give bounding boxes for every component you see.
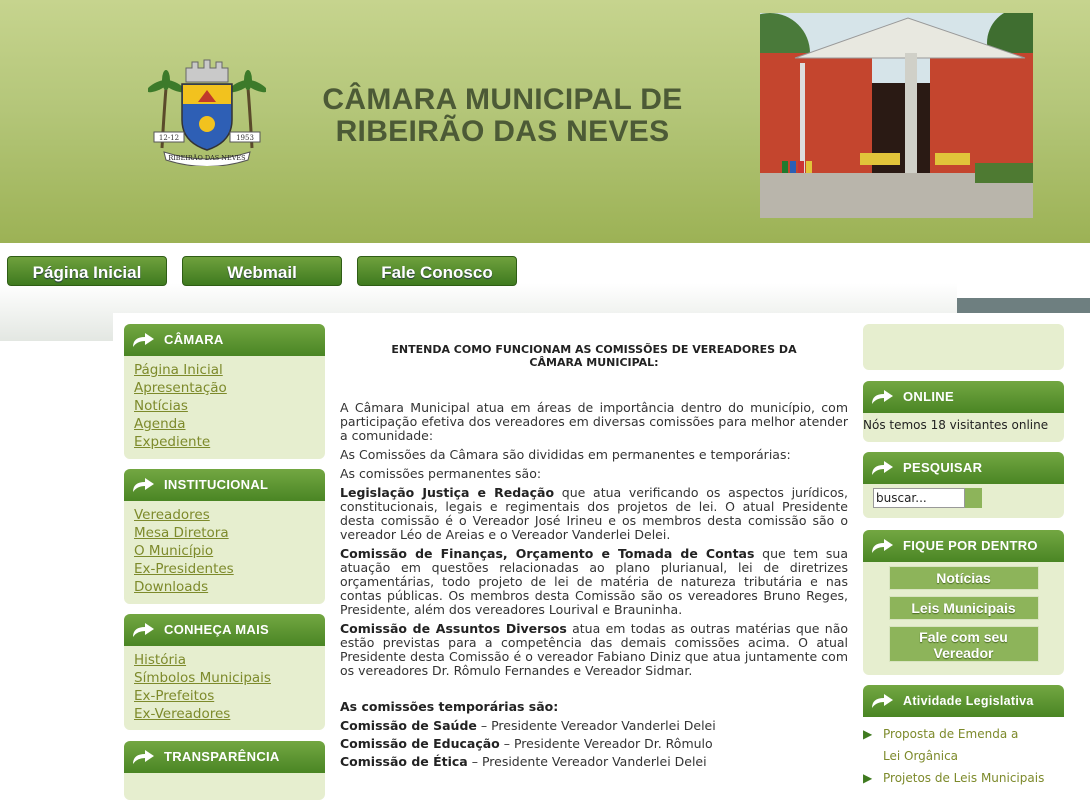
content-heading: ENTENDA COMO FUNCIONAM AS COMISSÕES DE VEREADORES DA CÂMARA MUNICIPAL: [391, 343, 797, 369]
curved-arrow-icon [130, 621, 156, 639]
nav-contact-button[interactable]: Fale Conosco [357, 256, 517, 286]
sidebar-link-ex-prefeitos[interactable]: Ex-Prefeitos [134, 688, 215, 704]
sidebar-title-camara: CÂMARA [164, 332, 224, 347]
noticias-button[interactable]: Notícias [889, 566, 1039, 590]
commission-description: atua em todas as outras matérias que não estão previstas para a competência das demais comissões acima. O atual Presidente desta Comissão é o vereador Fabiano Diniz que atua juntamente com os vereadores Dr. Rômulo Fernandes e Vereador Sidmar. [340, 621, 849, 678]
sidebar-box-transparencia [124, 741, 325, 800]
temporary-commission-saude: Comissão de Saúde – Presidente Vereador Vanderlei Delei [340, 718, 716, 733]
sidebar-title-institucional: INSTITUCIONAL [164, 477, 269, 492]
curved-arrow-icon [869, 537, 895, 555]
sidebar-link-simbolos-municipais[interactable]: Símbolos Municipais [134, 670, 271, 686]
triangle-bullet-icon: ▶ [863, 771, 873, 785]
sidebar-link-agenda[interactable]: Agenda [134, 416, 186, 432]
atividade-link-projetos[interactable]: ▶ Projetos de Leis Municipais [863, 767, 1064, 789]
triangle-bullet-icon: ▶ [863, 727, 873, 741]
commission-description: que tem sua atuação em questões relacionadas ao plano plurianual, lei de diretrizes orçamentárias, todo projeto de lei de matéria de natureza tributária e nas contas públicas. Os membros desta Comissão são os vereadores Bruno Reges, Presidente, além dos vereadores Lourival e Brauninha. [340, 546, 848, 617]
sidebar-box-conheca-mais [124, 614, 325, 730]
curved-arrow-icon [130, 476, 156, 494]
right-top-box [863, 324, 1064, 370]
sidebar-link-pagina-inicial[interactable]: Página Inicial [134, 362, 223, 378]
sidebar-box-institucional [124, 469, 325, 604]
crest-banner-text: RIBEIRÃO DAS NEVES [168, 154, 246, 162]
curved-arrow-icon [869, 692, 895, 710]
content-paragraph-divisions: As Comissões da Câmara são divididas em permanentes e temporárias: [340, 447, 791, 462]
curved-arrow-icon [869, 388, 895, 406]
search-header [863, 452, 1064, 484]
fale-com-vereador-button[interactable]: Fale com seu Vereador [889, 626, 1039, 662]
sidebar-link-noticias[interactable]: Notícias [134, 398, 188, 414]
sidebar-link-ex-vereadores[interactable]: Ex-Vereadores [134, 706, 231, 722]
curved-arrow-icon [130, 331, 156, 349]
crest-left-date: 12-12 [158, 134, 180, 142]
sidebar-link-downloads[interactable]: Downloads [134, 579, 209, 595]
sidebar-link-ex-presidentes[interactable]: Ex-Presidentes [134, 561, 234, 577]
atividade-legislativa-box [863, 685, 1064, 800]
sidebar-link-expediente[interactable]: Expediente [134, 434, 211, 450]
sidebar-box-camara [124, 324, 325, 459]
leis-municipais-button[interactable]: Leis Municipais [889, 596, 1039, 620]
nav-home-button[interactable]: Página Inicial [7, 256, 167, 286]
commission-assuntos-diversos [340, 622, 848, 678]
sidebar-link-o-municipio[interactable]: O Município [134, 543, 214, 559]
search-title: PESQUISAR [903, 460, 983, 475]
sidebar-header-transparencia [124, 741, 325, 773]
content-paragraph-permanent: As comissões permanentes são: [340, 466, 542, 481]
commission-name: Comissão de Finanças, Orçamento e Tomada de Contas [340, 546, 755, 561]
commission-description: que atua verificando os aspectos jurídicos, constitucionais, legais e regimentais dos projetos de lei. O atual Presidente desta comissão é o Vereador José Irineu e os membros desta comissão são o vereador Léo de Areias e o Vereador Vanderlei Delei. [340, 485, 848, 542]
commission-name: Comissão de Assuntos Diversos [340, 621, 567, 636]
online-title: ONLINE [903, 389, 954, 404]
sidebar-link-mesa-diretora[interactable]: Mesa Diretora [134, 525, 229, 541]
curved-arrow-icon [869, 459, 895, 477]
fique-por-dentro-box [863, 530, 1064, 675]
temporary-heading: As comissões temporárias são: [340, 699, 559, 714]
sidebar-header-conheca-mais [124, 614, 325, 646]
crest-right-date: 1953 [236, 134, 254, 142]
commission-financas [340, 547, 848, 617]
sidebar-link-historia[interactable]: História [134, 652, 187, 668]
temporary-commission-etica: Comissão de Ética – Presidente Vereador Vanderlei Delei [340, 754, 707, 769]
search-submit-button[interactable] [965, 488, 982, 508]
site-title-line2: RIBEIRÃO DAS NEVES [335, 115, 670, 148]
online-box [863, 381, 1064, 442]
commission-name: Legislação Justiça e Redação [340, 485, 555, 500]
sidebar-link-apresentacao[interactable]: Apresentação [134, 380, 227, 396]
site-title-line1: CÂMARA MUNICIPAL DE [322, 83, 683, 116]
main-content [340, 343, 848, 774]
temporary-commission-educacao: Comissão de Educação – Presidente Vereador Dr. Rômulo [340, 736, 713, 751]
atividade-legislativa-header [863, 685, 1064, 717]
atividade-legislativa-title: Atividade Legislativa [903, 694, 1034, 708]
online-header [863, 381, 1064, 413]
search-box [863, 452, 1064, 518]
sidebar-title-transparencia: TRANSPARÊNCIA [164, 749, 280, 764]
sidebar-link-vereadores[interactable]: Vereadores [134, 507, 210, 523]
curved-arrow-icon [130, 748, 156, 766]
commission-legislacao [340, 486, 848, 542]
building-photo [760, 13, 1033, 218]
online-visitors-text: Nós temos 18 visitantes online [863, 418, 1049, 432]
sidebar-header-institucional [124, 469, 325, 501]
nav-webmail-button[interactable]: Webmail [182, 256, 342, 286]
content-intro: A Câmara Municipal atua em áreas de importância dentro do município, com participação efetiva dos vereadores em diversas comissões para melhor atender a comunidade: [340, 400, 848, 443]
site-header [0, 0, 1090, 243]
atividade-link-proposta[interactable]: ▶ Proposta de Emenda a Lei Orgânica [863, 723, 1038, 767]
sidebar-header-camara [124, 324, 325, 356]
fique-por-dentro-title: FIQUE POR DENTRO [903, 538, 1038, 553]
search-input[interactable] [873, 488, 965, 508]
sidebar-title-conheca-mais: CONHEÇA MAIS [164, 622, 269, 637]
fique-por-dentro-header [863, 530, 1064, 562]
site-title [300, 84, 705, 148]
municipal-crest-logo [148, 58, 266, 166]
